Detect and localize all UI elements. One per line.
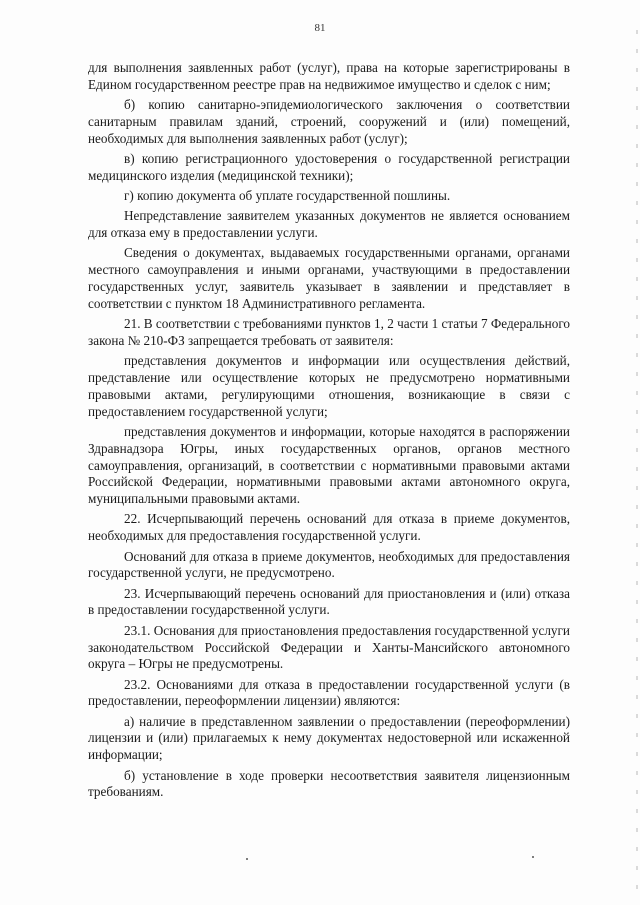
paragraph-item-g-fee: г) копию документа об уплате государственной пошлины. xyxy=(124,188,451,204)
document-body xyxy=(88,60,570,805)
paragraph-22-no-grounds: Оснований для отказа в приеме документов, необходимых для предоставления государственной услуги, не предусмотрено. xyxy=(88,548,570,581)
paragraph-section-23: 23. Исчерпывающий перечень оснований для приостановления и (или) отказа в предоставлении государственной услуги. xyxy=(88,585,570,618)
paragraph-item-v-registration: в) копию регистрационного удостоверения о государственной регистрации медицинского изделия (медицинской техники); xyxy=(88,150,570,183)
paragraph-21-item-2: представления документов и информации, которые находятся в распоряжении Здравнадзора Югры, иных государственных органов, органов местного самоуправления, организаций, в соответствии с нормативными правовыми актами Российской Федерации, нормативными правовыми актами автономного округа, муниципальными правовыми актами. xyxy=(88,423,570,507)
paragraph-nonsubmission: Непредставление заявителем указанных документов не является основанием для отказа ему в предоставлении услуги. xyxy=(88,208,570,241)
paragraph-section-23-2: 23.2. Основаниями для отказа в предоставлении государственной услуги (в предоставлении, переоформлении лицензии) являются: xyxy=(88,676,570,709)
paragraph-section-22: 22. Исчерпывающий перечень оснований для отказа в приеме документов, необходимых для предоставления государственной услуги. xyxy=(88,511,570,544)
paragraph-23-2-item-a: а) наличие в представленном заявлении о предоставлении (переоформлении) лицензии и (или) прилагаемых к нему документах недостоверной или искаженной информации; xyxy=(88,713,570,763)
scan-speck xyxy=(246,858,248,860)
paragraph-section-21: 21. В соответствии с требованиями пунктов 1, 2 части 1 статьи 7 Федерального закона № 210-ФЗ запрещается требовать от заявителя: xyxy=(88,316,570,348)
scan-edge-artifact xyxy=(636,30,638,890)
scan-speck xyxy=(532,856,534,858)
paragraph-documents-info: Сведения о документах, выдаваемых государственными органами, органами местного самоуправления и иными органами, участвующими в предоставлении государственных услуг, заявитель указывает в заявлении и представляет в соответствии с пунктом 18 Административного регламента. xyxy=(88,245,570,311)
paragraph-item-b-sanitary: б) копию санитарно-эпидемиологического заключения о соответствии санитарным правилам зданий, строений, сооружений и (или) помещений, необходимых для выполнения заявленных работ (услуг); xyxy=(88,97,570,146)
paragraph-21-item-1: представления документов и информации или осуществления действий, представление или осуществление которых не предусмотрено нормативными правовыми актами, регулирующими отношения, возникающие в связи с предоставлением государственной услуги; xyxy=(88,353,570,419)
paragraph-continuation: для выполнения заявленных работ (услуг), права на которые зарегистрированы в Едином государственном реестре прав на недвижимое имущество и сделок с ним; xyxy=(88,60,570,92)
paragraph-section-23-1: 23.1. Основания для приостановления предоставления государственной услуги законодательством Российской Федерации и Ханты-Мансийского автономного округа – Югры не предусмотрены. xyxy=(88,622,570,672)
paragraph-23-2-item-b: б) установление в ходе проверки несоответствия заявителя лицензионным требованиям. xyxy=(88,767,570,800)
page-number: 81 xyxy=(314,22,326,34)
